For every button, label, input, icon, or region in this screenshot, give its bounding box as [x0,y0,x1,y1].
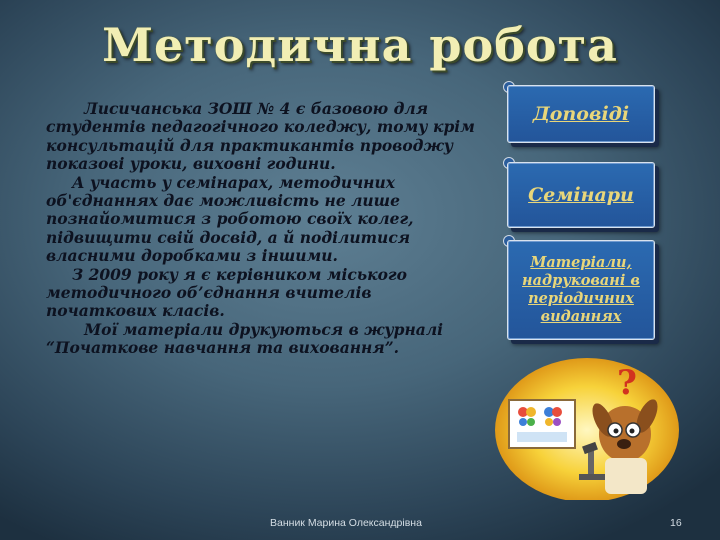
question-mark-icon: ? [617,363,637,403]
slide-title: Методична робота [102,18,618,72]
body-text [46,100,486,358]
dog-teacher-illustration [493,354,681,500]
paragraph-3: З 2009 року я є керівником міського методичного об’єднання вчителів початкових класів. [46,264,407,321]
footer-author: Ванник Марина Олександрівна [270,517,422,529]
reports-link[interactable]: Доповіді [507,85,655,143]
paragraph-4: Мої матеріали друкуються в журналі “Початкове навчання та виховання”. [46,319,444,358]
board-strip [517,432,567,442]
page-number: 16 [670,517,682,529]
materials-link[interactable]: Матеріали, надруковані в періодичних виданнях [507,240,655,340]
dog-coat [605,458,647,494]
paragraph-2: А участь у семінарах, методичних об'єднаннях дає можливість не лише познайомитися з роботою своїх колег, підвищити свій досвід, а й поділитися власними доробками з іншими. [46,172,414,266]
seminars-link[interactable]: Семінари [507,162,655,228]
dog-nose [617,439,631,449]
paragraph-1: Лисичанська ЗОШ № 4 є базовою для студентів педагогічного коледжу, тому крім консультацій для практикантів проводжу показові уроки, виховні години. [46,99,475,174]
